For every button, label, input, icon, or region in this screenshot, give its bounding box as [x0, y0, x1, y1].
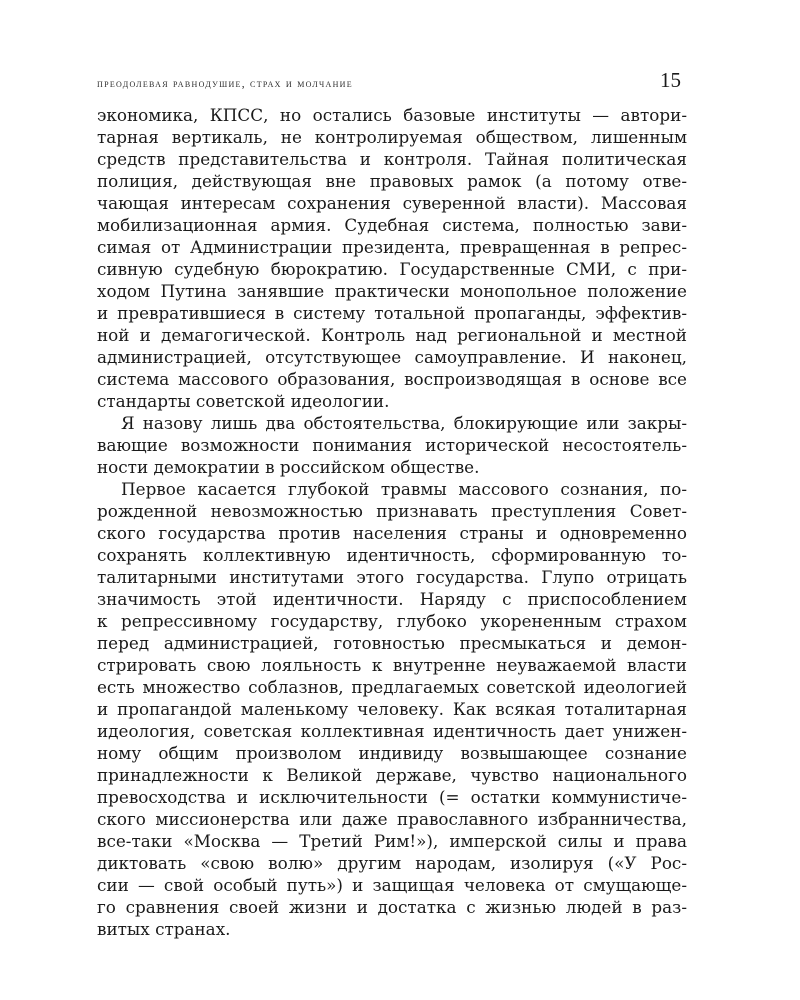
text-line: полиция, действующая вне правовых рамок (а потому отве- — [97, 171, 687, 191]
text-line: администрацией, отсутствующее самоуправление. И наконец, — [97, 347, 687, 367]
text-line: перед администрацией, готовностью пресмыкаться и демон- — [97, 633, 687, 653]
text-line: к репрессивному государству, глубоко укорененным страхом — [97, 611, 687, 631]
text-line: ной и демагогической. Контроль над региональной и местной — [97, 325, 687, 345]
running-head: преодолевая равнодушие, страх и молчание — [97, 78, 353, 90]
text-line: рожденной невозможностью признавать преступления Совет- — [97, 501, 687, 521]
text-line: чающая интересам сохранения суверенной власти). Массовая — [97, 193, 687, 213]
text-line: значимость этой идентичности. Наряду с приспособлением — [97, 589, 687, 609]
text-line: Первое касается глубокой травмы массового сознания, по- — [121, 479, 687, 499]
text-line: сивную судебную бюрократию. Государственные СМИ, с при- — [97, 259, 687, 279]
body-text — [97, 104, 687, 940]
text-line: стрировать свою лояльность к внутренне неуважаемой власти — [97, 655, 687, 675]
text-line: и превратившиеся в систему тотальной пропаганды, эффектив- — [97, 303, 687, 323]
page-number: 15 — [660, 68, 681, 92]
text-line: ского миссионерства или даже православного избранничества, — [97, 809, 687, 829]
text-line: есть множество соблазнов, предлагаемых советской идеологией — [97, 677, 687, 697]
text-line: ходом Путина занявшие практически монопольное положение — [97, 281, 687, 301]
text-line: система массового образования, воспроизводящая в основе все — [97, 369, 687, 389]
text-line: талитарными институтами этого государства. Глупо отрицать — [97, 567, 687, 587]
text-line: витых странах. — [97, 919, 231, 939]
text-line: принадлежности к Великой державе, чувство национального — [97, 765, 687, 785]
text-line: ности демократии в российском обществе. — [97, 457, 480, 477]
text-line: симая от Администрации президента, превращенная в репрес- — [97, 237, 687, 257]
text-line: го сравнения своей жизни и достатка с жизнью людей в раз- — [97, 897, 687, 917]
text-line: тарная вертикаль, не контролируемая обществом, лишенным — [97, 127, 687, 147]
text-line: средств представительства и контроля. Тайная политическая — [97, 149, 687, 169]
text-line: стандарты советской идеологии. — [97, 391, 390, 411]
text-line: ному общим произволом индивиду возвышающее сознание — [97, 743, 687, 763]
text-line: ского государства против населения страны и одновременно — [97, 523, 687, 543]
text-line: и пропагандой маленькому человеку. Как всякая тоталитарная — [97, 699, 687, 719]
text-line: сохранять коллективную идентичность, сформированную то- — [97, 545, 687, 565]
text-line: мобилизационная армия. Судебная система, полностью зави- — [97, 215, 687, 235]
text-line: сии — свой особый путь») и защищая человека от смущающе- — [97, 875, 687, 895]
text-line: Я назову лишь два обстоятельства, блокирующие или закры- — [121, 413, 687, 433]
text-line: вающие возможности понимания исторической несостоятель- — [97, 435, 687, 455]
text-line: все-таки «Москва — Третий Рим!»), имперской силы и права — [97, 831, 687, 851]
text-line: превосходства и исключительности (= остатки коммунистиче- — [97, 787, 687, 807]
text-line: диктовать «свою волю» другим народам, изолируя («У Рос- — [97, 853, 687, 873]
text-line: экономика, КПСС, но остались базовые институты — автори- — [97, 105, 687, 125]
text-line: идеология, советская коллективная идентичность дает унижен- — [97, 721, 687, 741]
